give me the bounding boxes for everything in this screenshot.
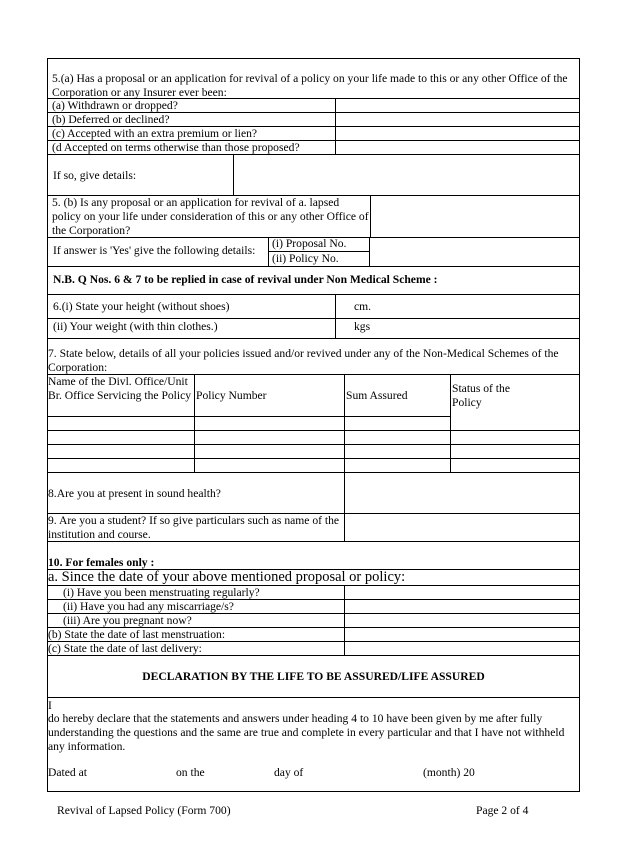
policy-no-label: (ii) Policy No. <box>272 252 339 265</box>
q8-q9-divider <box>344 472 345 541</box>
q10-c-text: (c) State the date of last delivery: <box>48 642 202 655</box>
q10-a-text: a. Since the date of your above mentioned proposal or policy: <box>48 569 406 585</box>
dated-at-label: Dated at <box>48 766 87 779</box>
on-the-label: on the <box>176 766 205 779</box>
q5a-item-a: (a) Withdrawn or dropped? <box>52 99 178 112</box>
month-label: (month) 20 <box>423 766 475 779</box>
q10-ii-text: (ii) Have you had any miscarriage/s? <box>63 600 234 613</box>
day-of-label: day of <box>274 766 304 779</box>
nb-note: N.B. Q Nos. 6 & 7 to be replied in case of revival under Non Medical Scheme : <box>53 273 438 286</box>
answer-column-divider <box>335 98 336 154</box>
divider <box>47 697 580 698</box>
q9-text: 9. Are you a student? If so give particulars such as name of the institution and course. <box>48 514 340 541</box>
q10-iii-text: (iii) Are you pregnant now? <box>63 614 192 627</box>
q5b-divider <box>370 195 371 237</box>
divider <box>47 266 580 267</box>
q7-text: 7. State below, details of all your policies issued and/or revived under any of the Non-Medical Schemes of the Corporation: <box>48 347 559 374</box>
q5a-item-b: (b) Deferred or declined? <box>52 113 170 126</box>
divider <box>47 655 580 656</box>
col-status-header: Status of the Policy <box>452 382 510 409</box>
q10-answer-divider <box>344 585 345 655</box>
divider <box>47 472 580 473</box>
divider <box>47 154 580 155</box>
q5b-text: 5. (b) Is any proposal or an application for revival of a. lapsed policy on your life under consideration of this or any other Office of the Corporation? <box>52 196 369 237</box>
height-unit: cm. <box>354 300 372 313</box>
col-policy-number-header: Policy Number <box>196 389 267 402</box>
q6-divider <box>335 294 336 338</box>
q5a-text: 5.(a) Has a proposal or an application for revival of a policy on your life made to this or any other Office of the Corporation or any Insurer ever been: <box>52 72 568 99</box>
divider <box>47 338 580 339</box>
q5a-details-label: If so, give details: <box>53 169 137 182</box>
table-row-line <box>47 416 450 417</box>
footer-form-name: Revival of Lapsed Policy (Form 700) <box>57 804 231 817</box>
col-office-header: Name of the Divl. Office/Unit Br. Office Servicing the Policy <box>48 375 192 402</box>
proposal-no-label: (i) Proposal No. <box>272 237 347 250</box>
declaration-body: do hereby declare that the statements and answers under heading 4 to 10 have been given by me after fully understanding the questions and the same are true and complete in every particular and that I have not withheld any information. <box>48 712 565 753</box>
weight-label: (ii) Your weight (with thin clothes.) <box>53 320 218 333</box>
details-divider <box>233 154 234 195</box>
q10-b-text: (b) State the date of last menstruation: <box>48 628 226 641</box>
weight-unit: kgs <box>354 320 371 333</box>
col-sum-assured-header: Sum Assured <box>346 389 408 402</box>
q8-text: 8.Are you at present in sound health? <box>48 487 221 500</box>
declaration-i: I <box>48 699 52 712</box>
table-row-line <box>47 458 580 459</box>
q5a-item-d: (d Accepted on terms otherwise than those proposed? <box>52 141 300 154</box>
divider <box>47 318 580 319</box>
divider <box>47 541 580 542</box>
q5b-no-divider <box>369 237 370 266</box>
q5a-item-c: (c) Accepted with an extra premium or lien? <box>52 127 258 140</box>
q5b-yes-label: If answer is 'Yes' give the following details: <box>53 244 256 257</box>
height-label: 6.(i) State your height (without shoes) <box>53 300 230 313</box>
footer-page-number: Page 2 of 4 <box>476 804 529 817</box>
table-row-line <box>47 444 580 445</box>
divider <box>47 294 580 295</box>
q10-heading: 10. For females only : <box>48 556 155 569</box>
declaration-heading: DECLARATION BY THE LIFE TO BE ASSURED/LIFE ASSURED <box>142 670 485 683</box>
table-row-line <box>47 430 580 431</box>
q10-i-text: (i) Have you been menstruating regularly? <box>63 586 260 599</box>
